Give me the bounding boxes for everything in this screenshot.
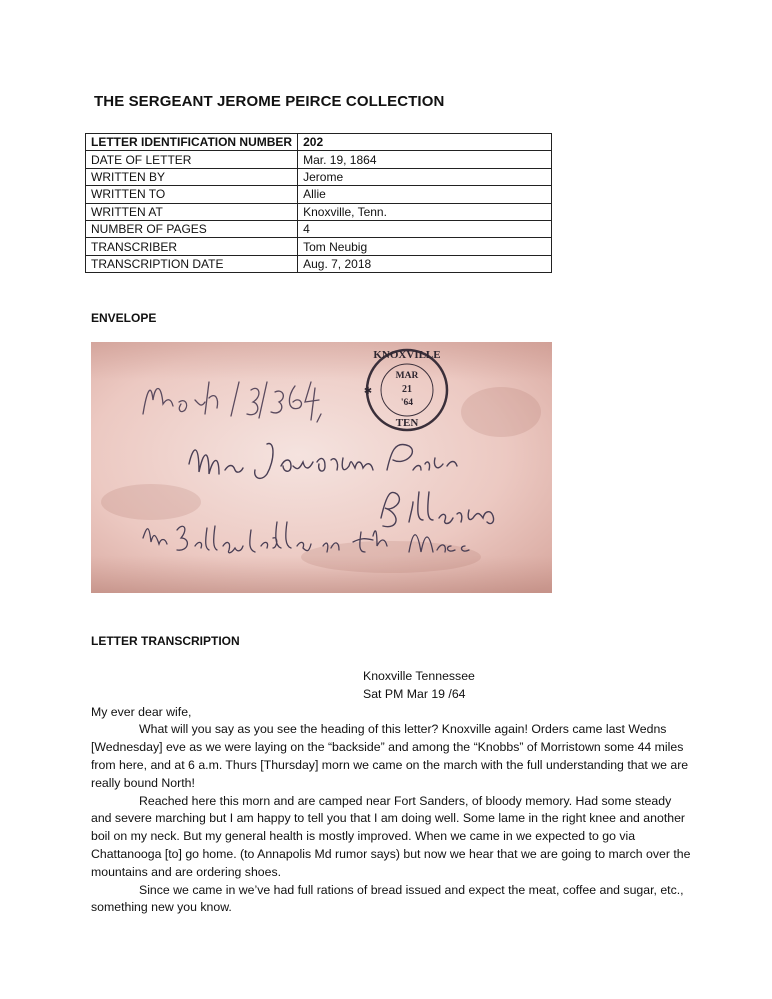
postmark-city: KNOXVILLE (373, 349, 441, 361)
letter-paragraph: Reached here this morn and are camped near Fort Sanders, of bloody memory. Had some steady and severe marching but I am happy to tell you that I am doing well. Some lame in the right knee and another boil on my neck. But my general health is mostly improved. When we came in we expected to go via Chattanooga [to] go home. (to Annapolis Md rumor says) but now we hear that we are going to march over the mountains and are ordering shoes. (91, 793, 691, 879)
table-row (86, 203, 552, 220)
postmark-state: TEN (395, 417, 419, 429)
letter-transcription (91, 668, 691, 917)
info-value: Allie (298, 186, 552, 203)
postmark-year: '64 (400, 398, 414, 408)
info-value: Aug. 7, 2018 (298, 255, 552, 272)
table-row (86, 134, 552, 151)
postmark-month: MAR (395, 371, 419, 381)
table-row (86, 255, 552, 272)
table-row (86, 220, 552, 237)
letter-salutation: My ever dear wife, (91, 704, 192, 719)
info-label: NUMBER OF PAGES (86, 220, 298, 237)
info-value: Knoxville, Tenn. (298, 203, 552, 220)
postmark-star-icon: ✱ (363, 386, 373, 397)
table-row (86, 168, 552, 185)
info-value: Jerome (298, 168, 552, 185)
info-label: TRANSCRIPTION DATE (86, 255, 298, 272)
info-value: 4 (298, 220, 552, 237)
info-label: DATE OF LETTER (86, 151, 298, 168)
info-value: Tom Neubig (298, 238, 552, 255)
letter-paragraph: What will you say as you see the heading of this letter? Knoxville again! Orders came last Wedns [Wednesday] eve as we were laying on the “backside” and among the “Knobbs” of Morristown some 44 miles from here, and at 6 a.m. Thurs [Thursday] morn we came on the march with the full understanding that we are really bound North! (91, 722, 689, 790)
page-title: THE SERGEANT JEROME PEIRCE COLLECTION (94, 93, 445, 110)
info-label: TRANSCRIBER (86, 238, 298, 255)
info-label: LETTER IDENTIFICATION NUMBER (86, 134, 298, 151)
postmark-day: 21 (402, 384, 412, 395)
info-label: WRITTEN TO (86, 186, 298, 203)
letter-info-table (85, 133, 552, 273)
info-label: WRITTEN AT (86, 203, 298, 220)
table-row (86, 151, 552, 168)
info-value: Mar. 19, 1864 (298, 151, 552, 168)
letter-paragraph: Since we came in we’ve had full rations of bread issued and expect the meat, coffee and sugar, etc., something new you know. (91, 882, 684, 915)
envelope-heading: ENVELOPE (91, 311, 157, 325)
info-label: WRITTEN BY (86, 168, 298, 185)
letter-dateline: Sat PM Mar 19 /64 (363, 686, 466, 701)
table-row (86, 186, 552, 203)
info-value: 202 (298, 134, 552, 151)
letter-place: Knoxville Tennessee (363, 669, 475, 683)
transcription-heading: LETTER TRANSCRIPTION (91, 634, 240, 648)
envelope-image (91, 342, 552, 593)
table-row (86, 238, 552, 255)
